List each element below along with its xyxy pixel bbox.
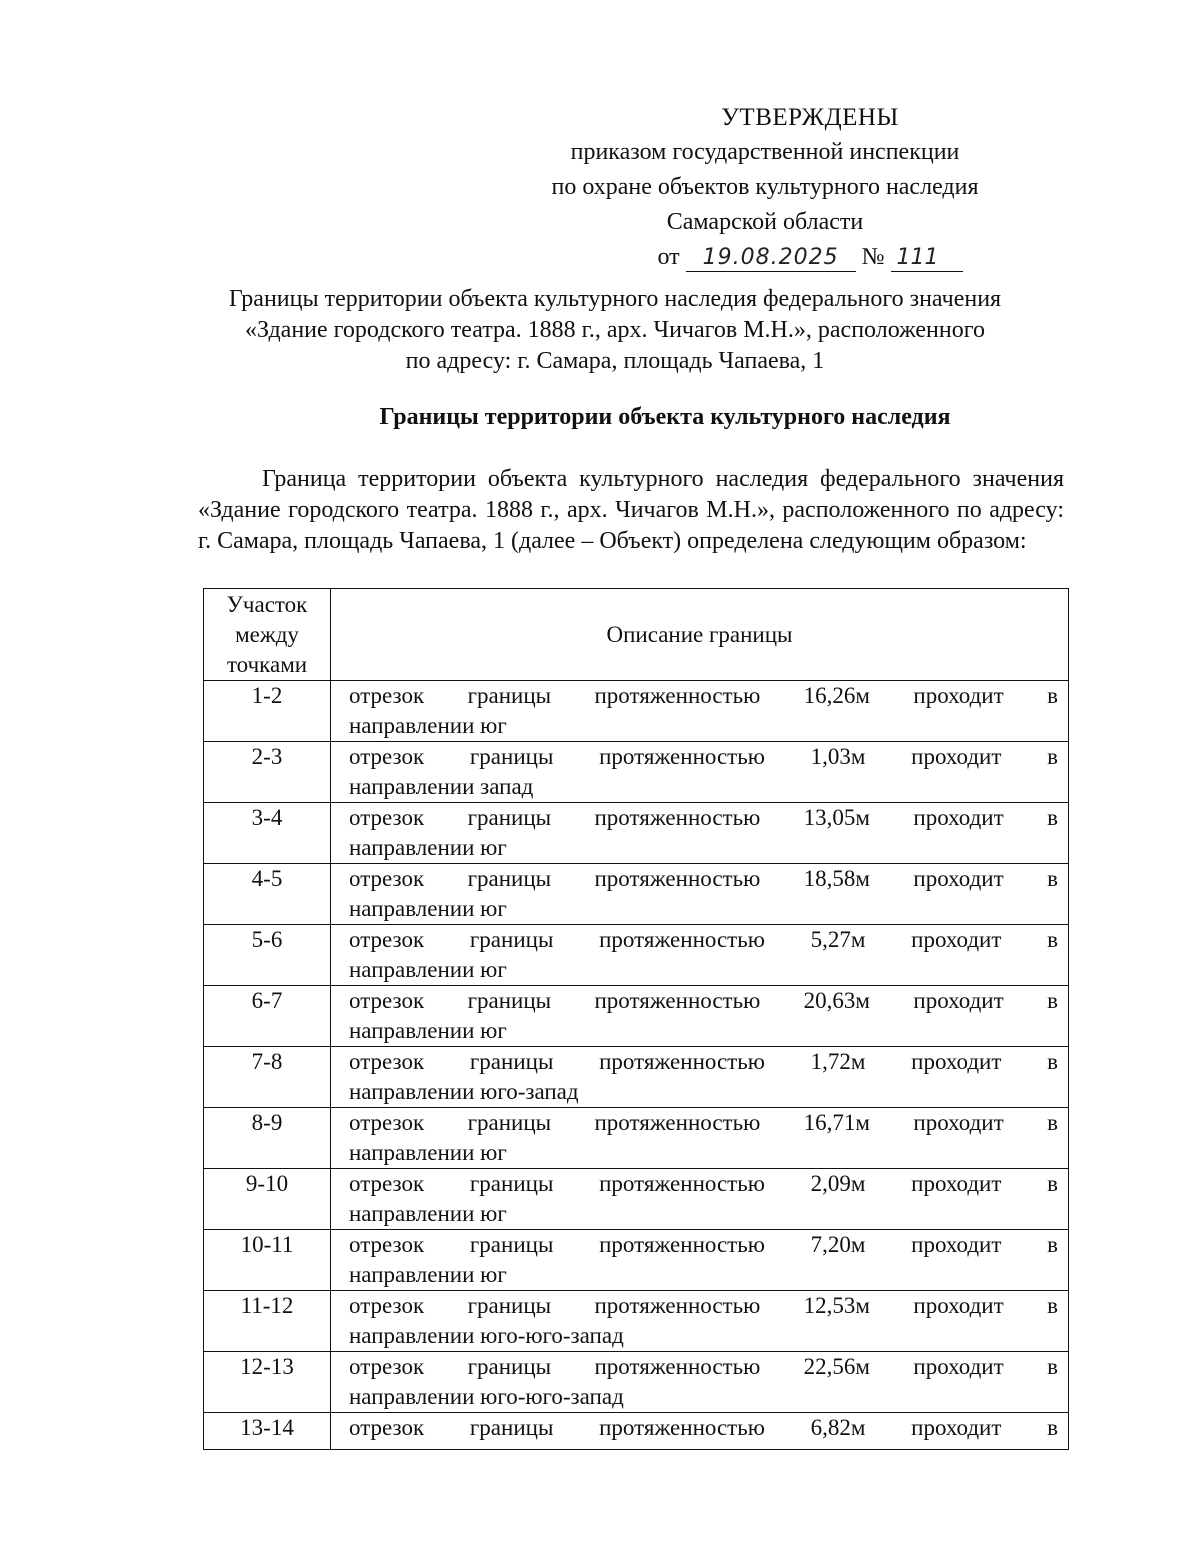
word-length: протяженностью	[594, 1110, 761, 1135]
document-title-line-3: по адресу: г. Самара, площадь Чапаева, 1	[405, 348, 825, 374]
description-line	[349, 986, 1058, 1016]
word-length: протяженностью	[599, 1232, 765, 1257]
word-length: протяженностью	[594, 805, 761, 830]
word-segment: отрезок	[349, 805, 425, 830]
segment-cell: 3-4	[204, 803, 331, 864]
word-in: в	[1047, 744, 1058, 769]
description-line	[349, 681, 1058, 711]
table-row	[204, 864, 1069, 925]
word-in: в	[1047, 1110, 1058, 1135]
word-boundary: границы	[469, 1232, 554, 1257]
word-passes: проходит	[911, 1049, 1002, 1074]
table-row	[204, 681, 1069, 742]
length-value: 20,63м	[803, 988, 870, 1013]
word-segment: отрезок	[349, 683, 425, 708]
description-line	[349, 925, 1058, 955]
segment-cell: 10-11	[204, 1230, 331, 1291]
word-segment: отрезок	[349, 1293, 425, 1318]
approval-title: УТВЕРЖДЕНЫ	[721, 104, 899, 131]
document-title	[150, 284, 1080, 377]
word-boundary: границы	[467, 1293, 552, 1318]
direction-text: направлении юг	[349, 957, 507, 982]
length-value: 16,71м	[803, 1110, 870, 1135]
direction-text: направлении юг	[349, 835, 507, 860]
section-title: Границы территории объекта культурного наследия	[379, 404, 951, 430]
word-segment: отрезок	[349, 866, 425, 891]
word-length: протяженностью	[594, 1293, 761, 1318]
length-value: 1,03м	[810, 744, 866, 769]
handwritten-number: 111	[891, 245, 963, 272]
length-value: 22,56м	[803, 1354, 870, 1379]
word-boundary: границы	[469, 744, 554, 769]
header-description: Описание границы	[331, 589, 1069, 681]
description-cell	[331, 681, 1069, 742]
length-value: 1,72м	[810, 1049, 866, 1074]
word-boundary: границы	[467, 1110, 552, 1135]
description-line	[349, 1352, 1058, 1382]
word-passes: проходит	[913, 683, 1004, 708]
word-passes: проходит	[911, 1232, 1002, 1257]
description-line	[349, 1291, 1058, 1321]
word-in: в	[1047, 805, 1058, 830]
segment-cell: 12-13	[204, 1352, 331, 1413]
word-passes: проходит	[911, 927, 1002, 952]
word-segment: отрезок	[349, 1049, 425, 1074]
segment-cell: 11-12	[204, 1291, 331, 1352]
word-segment: отрезок	[349, 1354, 425, 1379]
length-value: 5,27м	[810, 927, 866, 952]
word-boundary: границы	[469, 1049, 554, 1074]
description-line	[349, 742, 1058, 772]
word-length: протяженностью	[594, 988, 761, 1013]
direction-text: направлении запад	[349, 774, 534, 799]
word-length: протяженностью	[599, 1171, 765, 1196]
word-boundary: границы	[469, 1415, 554, 1440]
description-line	[349, 803, 1058, 833]
approval-line-2: по охране объектов культурного наследия	[551, 174, 979, 200]
length-value: 13,05м	[803, 805, 870, 830]
word-segment: отрезок	[349, 1415, 425, 1440]
description-cell	[331, 1108, 1069, 1169]
table-header-row	[204, 589, 1069, 681]
description-cell	[331, 1169, 1069, 1230]
header-segment	[204, 589, 331, 681]
direction-text: направлении юго-юго-запад	[349, 1323, 624, 1348]
description-line	[349, 1413, 1058, 1443]
segment-cell: 4-5	[204, 864, 331, 925]
word-segment: отрезок	[349, 744, 425, 769]
word-length: протяженностью	[599, 744, 765, 769]
word-in: в	[1047, 866, 1058, 891]
approval-block	[470, 100, 1060, 275]
approval-line-3: Самарской области	[666, 209, 864, 235]
description-cell	[331, 1413, 1069, 1450]
word-boundary: границы	[467, 1354, 552, 1379]
header-segment-line: между	[235, 622, 299, 647]
word-boundary: границы	[467, 988, 552, 1013]
segment-cell: 6-7	[204, 986, 331, 1047]
word-length: протяженностью	[594, 683, 761, 708]
word-length: протяженностью	[599, 1049, 765, 1074]
direction-text: направлении юго-запад	[349, 1079, 579, 1104]
word-in: в	[1047, 1171, 1058, 1196]
word-in: в	[1047, 1415, 1058, 1440]
table-row	[204, 1413, 1069, 1450]
direction-text: направлении юг	[349, 1262, 507, 1287]
approval-line-1: приказом государственной инспекции	[570, 139, 960, 165]
table-row	[204, 925, 1069, 986]
document-title-line-1: Границы территории объекта культурного наследия федерального значения	[228, 286, 1002, 312]
length-value: 7,20м	[810, 1232, 866, 1257]
table-row	[204, 986, 1069, 1047]
length-value: 16,26м	[803, 683, 870, 708]
length-value: 18,58м	[803, 866, 870, 891]
word-in: в	[1047, 988, 1058, 1013]
word-segment: отрезок	[349, 1232, 425, 1257]
word-length: протяженностью	[599, 1415, 765, 1440]
word-passes: проходит	[913, 1110, 1004, 1135]
word-passes: проходит	[911, 1415, 1002, 1440]
description-cell	[331, 803, 1069, 864]
description-cell	[331, 1047, 1069, 1108]
word-boundary: границы	[467, 683, 552, 708]
description-cell	[331, 1352, 1069, 1413]
table-row	[204, 742, 1069, 803]
word-passes: проходит	[913, 1293, 1004, 1318]
header-segment-line: Участок	[226, 592, 308, 617]
segment-cell: 5-6	[204, 925, 331, 986]
description-cell	[331, 986, 1069, 1047]
date-prefix: от	[657, 244, 680, 270]
word-passes: проходит	[911, 744, 1002, 769]
description-line	[349, 864, 1058, 894]
description-line	[349, 1169, 1058, 1199]
word-in: в	[1047, 1232, 1058, 1257]
description-cell	[331, 925, 1069, 986]
word-passes: проходит	[913, 988, 1004, 1013]
length-value: 6,82м	[810, 1415, 866, 1440]
description-cell	[331, 742, 1069, 803]
table-row	[204, 1230, 1069, 1291]
description-line	[349, 1108, 1058, 1138]
word-boundary: границы	[467, 866, 552, 891]
description-cell	[331, 1230, 1069, 1291]
word-passes: проходит	[913, 866, 1004, 891]
word-in: в	[1047, 1354, 1058, 1379]
table-row	[204, 1291, 1069, 1352]
word-segment: отрезок	[349, 1171, 425, 1196]
direction-text: направлении юг	[349, 1140, 507, 1165]
table-row	[204, 1108, 1069, 1169]
segment-cell: 13-14	[204, 1413, 331, 1450]
intro-paragraph: Граница территории объекта культурного наследия федерального значения «Здание городского театра. 1888 г., арх. Чичагов М.Н.», расположенного по адресу: г. Самара, площадь Чапаева, 1 (далее – Объект) определена следующим образом:	[198, 466, 1064, 554]
word-passes: проходит	[911, 1171, 1002, 1196]
word-passes: проходит	[913, 805, 1004, 830]
segment-cell: 2-3	[204, 742, 331, 803]
length-value: 12,53м	[803, 1293, 870, 1318]
word-segment: отрезок	[349, 988, 425, 1013]
approval-date-line	[560, 240, 1060, 275]
header-segment-line: точками	[226, 652, 308, 677]
direction-text: направлении юго-юго-запад	[349, 1384, 624, 1409]
segment-cell: 8-9	[204, 1108, 331, 1169]
table-row	[204, 1352, 1069, 1413]
segment-cell: 7-8	[204, 1047, 331, 1108]
word-segment: отрезок	[349, 1110, 425, 1135]
word-boundary: границы	[467, 805, 552, 830]
word-length: протяженностью	[599, 927, 765, 952]
direction-text: направлении юг	[349, 1201, 507, 1226]
segment-cell: 9-10	[204, 1169, 331, 1230]
word-in: в	[1047, 683, 1058, 708]
handwritten-date: 19.08.2025	[686, 245, 856, 272]
table-row	[204, 803, 1069, 864]
word-boundary: границы	[469, 927, 554, 952]
description-cell	[331, 1291, 1069, 1352]
word-in: в	[1047, 1293, 1058, 1318]
description-line	[349, 1047, 1058, 1077]
word-length: протяженностью	[594, 1354, 761, 1379]
direction-text: направлении юг	[349, 713, 507, 738]
table-body	[204, 681, 1069, 1450]
table-row	[204, 1047, 1069, 1108]
number-prefix: №	[861, 244, 885, 270]
description-cell	[331, 864, 1069, 925]
table-row	[204, 1169, 1069, 1230]
document-title-line-2: «Здание городского театра. 1888 г., арх. Чичагов М.Н.», расположенного	[245, 317, 985, 343]
word-in: в	[1047, 1049, 1058, 1074]
word-length: протяженностью	[594, 866, 761, 891]
word-boundary: границы	[469, 1171, 554, 1196]
word-in: в	[1047, 927, 1058, 952]
word-passes: проходит	[913, 1354, 1004, 1379]
boundary-table	[203, 588, 1069, 1450]
description-line	[349, 1230, 1058, 1260]
word-segment: отрезок	[349, 927, 425, 952]
direction-text: направлении юг	[349, 896, 507, 921]
segment-cell: 1-2	[204, 681, 331, 742]
length-value: 2,09м	[810, 1171, 866, 1196]
direction-text: направлении юг	[349, 1018, 507, 1043]
